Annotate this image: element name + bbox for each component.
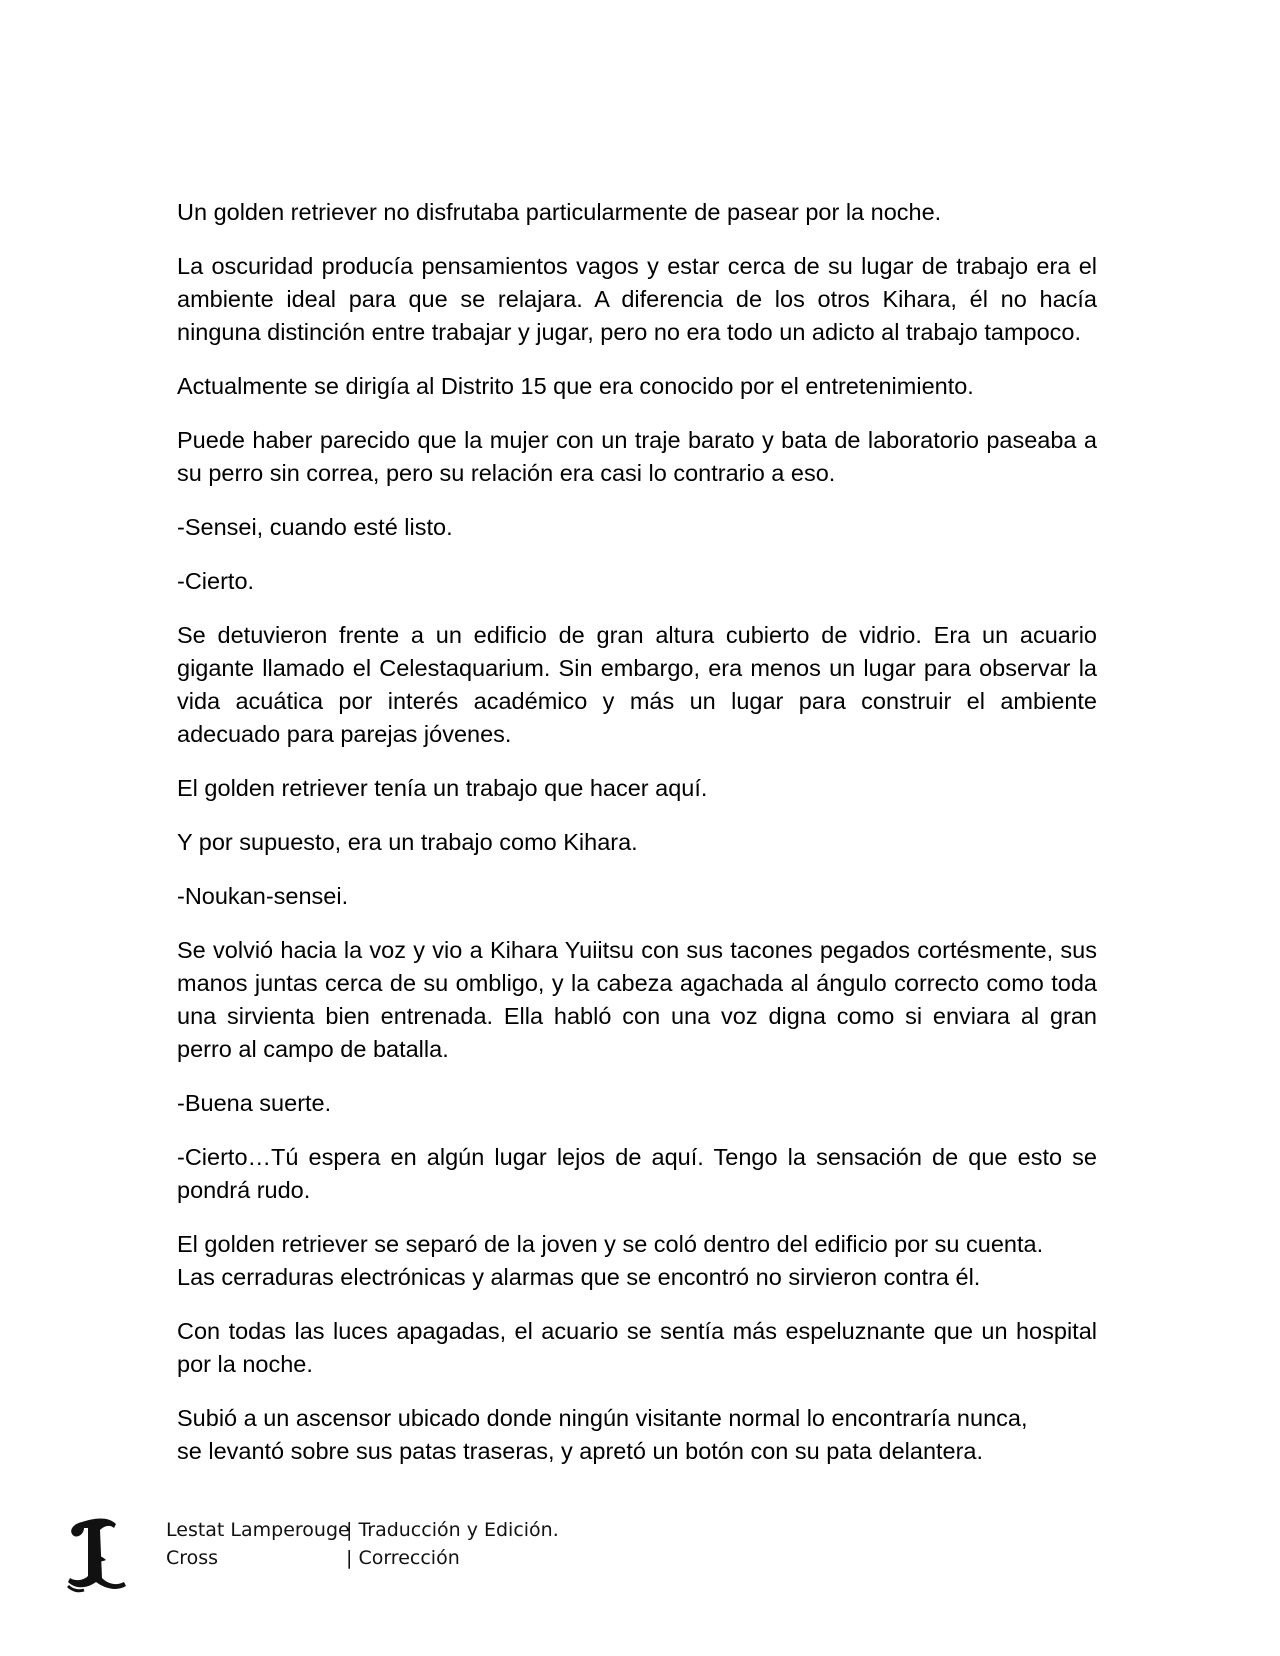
paragraph-11: Se volvió hacia la voz y vio a Kihara Yuiitsu con sus tacones pegados cortésmente, sus manos juntas cerca de su ombligo, y la cabeza agachada al ángulo correcto como toda una sirvienta bien entrenada. Ella habló con una voz digna como si enviara al gran perro al campo de batalla.: [177, 937, 1097, 1062]
paragraph-5: -Sensei, cuando esté listo.: [177, 514, 453, 540]
paragraph-8: El golden retriever tenía un trabajo que hacer aquí.: [177, 775, 708, 801]
gothic-L-logo-icon: [62, 1516, 132, 1596]
paragraph-13: -Cierto…Tú espera en algún lugar lejos de aquí. Tengo la sensación de que esto se pondrá rudo.: [177, 1144, 1097, 1203]
credit-role: | Corrección: [346, 1547, 460, 1569]
paragraph-16: Subió a un ascensor ubicado donde ningún visitante normal lo encontraría nunca, se levantó sobre sus patas traseras, y apretó un botón con su pata delantera.: [177, 1405, 1028, 1464]
paragraph-4: Puede haber parecido que la mujer con un traje barato y bata de laboratorio paseaba a su perro sin correa, pero su relación era casi lo contrario a eso.: [177, 427, 1097, 486]
paragraph-12: -Buena suerte.: [177, 1090, 332, 1116]
credit-row-translator: [166, 1516, 559, 1544]
paragraph-10: -Noukan-sensei.: [177, 883, 349, 909]
credit-name: Lestat Lamperouge: [166, 1519, 350, 1541]
paragraph-2: La oscuridad producía pensamientos vagos y estar cerca de su lugar de trabajo era el ambiente ideal para que se relajara. A diferencia de los otros Kihara, él no hacía ninguna distinción entre trabajar y jugar, pero no era todo un adicto al trabajo tampoco.: [177, 253, 1097, 345]
document-body: [177, 196, 1097, 1489]
credits-block: [166, 1516, 559, 1572]
paragraph-15: Con todas las luces apagadas, el acuario se sentía más espeluznante que un hospital por la noche.: [177, 1318, 1097, 1377]
page-footer: [62, 1516, 762, 1616]
paragraph-14: El golden retriever se separó de la joven y se coló dentro del edificio por su cuenta. Las cerraduras electrónicas y alarmas que se encontró no sirvieron contra él.: [177, 1231, 1044, 1290]
credit-role: | Traducción y Edición.: [346, 1519, 559, 1541]
credit-name: Cross: [166, 1547, 219, 1569]
paragraph-1: Un golden retriever no disfrutaba particularmente de pasear por la noche.: [177, 199, 942, 225]
paragraph-9: Y por supuesto, era un trabajo como Kihara.: [177, 829, 638, 855]
paragraph-7: Se detuvieron frente a un edificio de gran altura cubierto de vidrio. Era un acuario gigante llamado el Celestaquarium. Sin embargo, era menos un lugar para observar la vida acuática por interés académico y más un lugar para construir el ambiente adecuado para parejas jóvenes.: [177, 622, 1097, 747]
paragraph-6: -Cierto.: [177, 568, 255, 594]
credit-row-corrector: [166, 1544, 559, 1572]
paragraph-3: Actualmente se dirigía al Distrito 15 que era conocido por el entretenimiento.: [177, 373, 974, 399]
